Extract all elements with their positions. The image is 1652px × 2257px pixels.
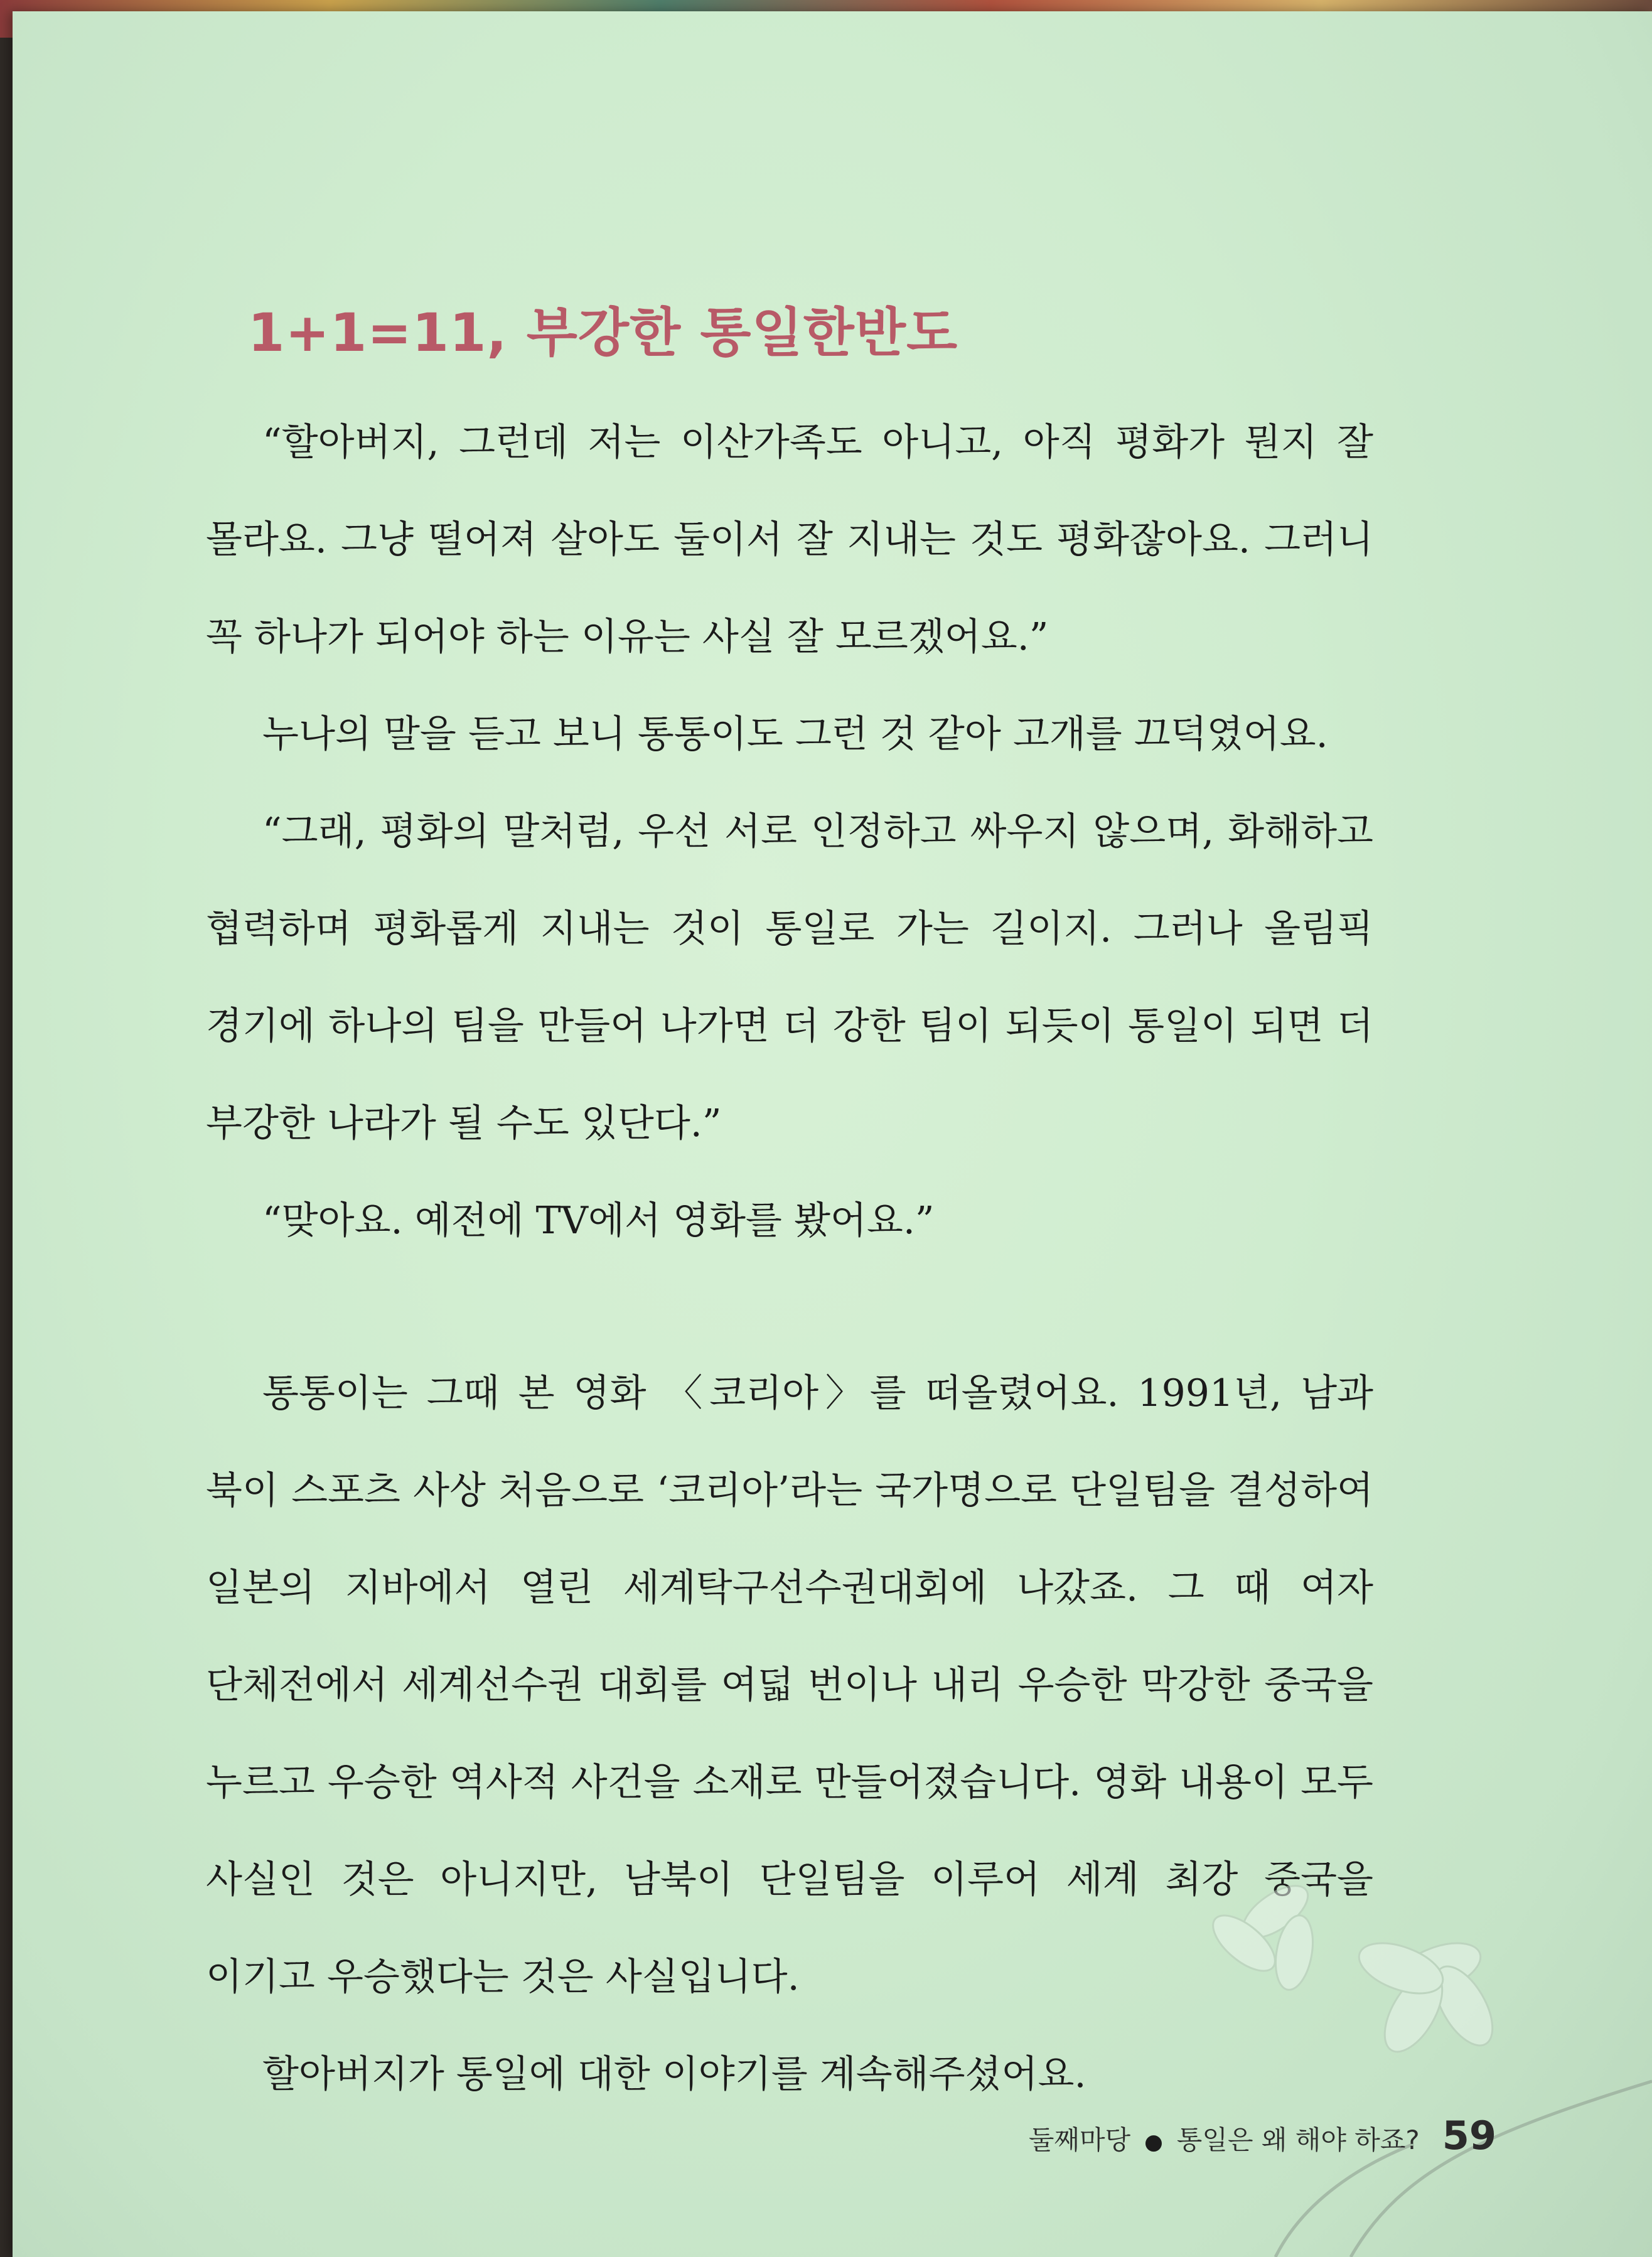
flower-decoration: [1087, 1818, 1652, 2257]
paragraph: 누나의 말을 듣고 보니 통통이도 그런 것 같아 고개를 끄덕였어요.: [262, 712, 1328, 756]
page-footer: [1029, 2113, 1496, 2158]
paragraph: “그래, 평화의 말처럼, 우선 서로 인정하고 싸우지 않으며, 화해하고 협력하며 평화롭게 지내는 것이 통일로 가는 길이지. 그러나 올림픽 경기에 하나의 팀을 만들어 나가면 더 강한 팀이 되듯이 통일이 되면 더 부강한 나라가 될 수도 있단다.”: [206, 810, 1373, 1145]
footer-chapter-title: 통일은 왜 해야 하죠?: [1176, 2125, 1420, 2155]
paragraph-gap: [206, 1270, 1373, 1345]
paragraph: “할아버지, 그런데 저는 이산가족도 아니고, 아직 평화가 뭔지 잘 몰라요. 그냥 떨어져 살아도 둘이서 잘 지내는 것도 평화잖아요. 그러니 꼭 하나가 되어야 하는 이유는 사실 잘 모르겠어요.”: [206, 421, 1373, 659]
bullet-icon: ●: [1144, 2130, 1163, 2155]
paragraph: 할아버지가 통일에 대한 이야기를 계속해주셨어요.: [262, 2052, 1086, 2096]
paragraph: “맞아요. 예전에 TV에서 영화를 봤어요.”: [262, 1199, 935, 1243]
book-page: [13, 11, 1652, 2257]
page-number: 59: [1442, 2113, 1496, 2158]
footer-section-name: 둘째마당: [1028, 2125, 1131, 2155]
section-heading: 1+1=11, 부강한 통일한반도: [248, 302, 958, 363]
paragraph: 통통이는 그때 본 영화 〈코리아〉를 떠올렸어요. 1991년, 남과 북이 스포츠 사상 처음으로 ‘코리아’라는 국가명으로 단일팀을 결성하여 일본의 지바에서 열린 세계탁구선수권대회에 나갔죠. 그 때 여자 단체전에서 세계선수권 대회를 여덟 번이나 내리 우승한 막강한 중국을 누르고 우승한 역사적 사건을 소재로 만들어졌습니다. 영화 내용이 모두 사실인 것은 아니지만, 남북이 단일팀을 이루어 세계 최강 중국을 이기고 우승했다는 것은 사실입니다.: [206, 1371, 1373, 1999]
